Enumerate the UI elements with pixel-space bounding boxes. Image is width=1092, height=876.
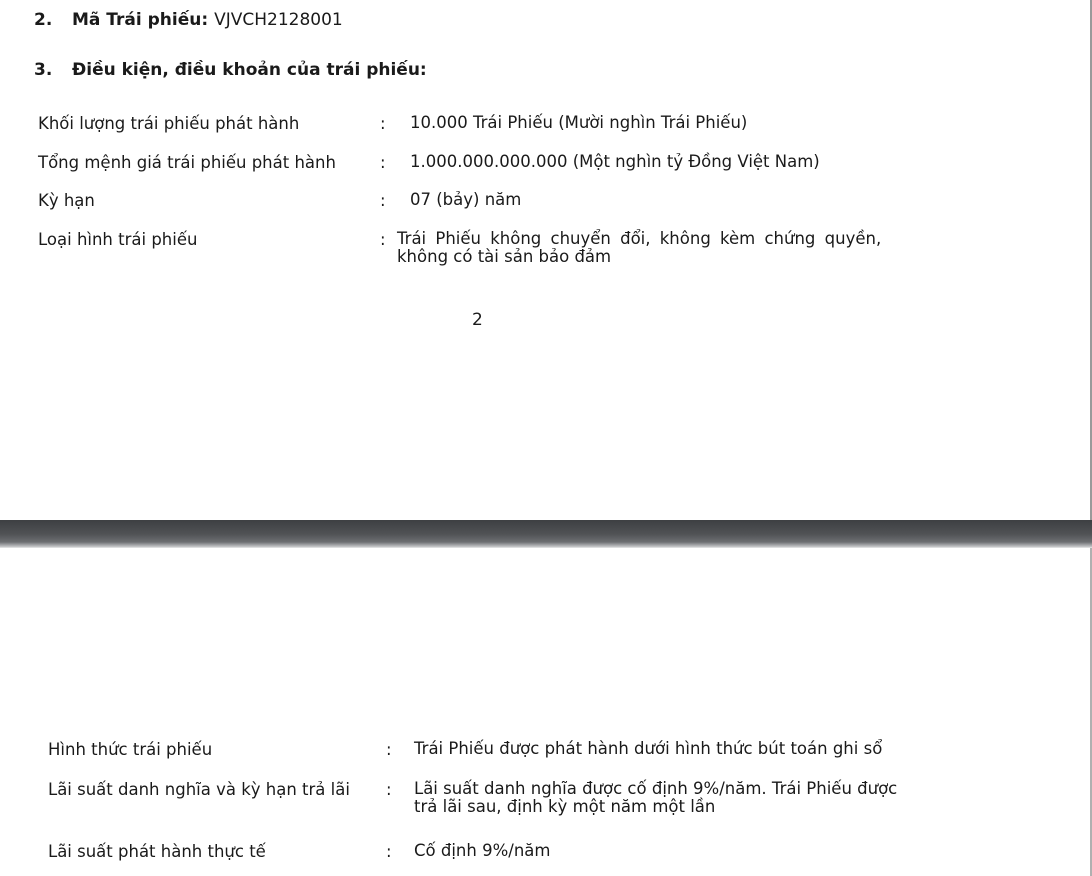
term-value-line: 1.000.000.000.000 (Một nghìn tỷ Đồng Việt Nam): [410, 152, 820, 171]
section-3-number: 3.: [34, 60, 53, 80]
term-label: Loại hình trái phiếu: [38, 230, 198, 249]
term-value-line: Trái Phiếu được phát hành dưới hình thức bút toán ghi sổ: [414, 739, 883, 758]
term-label: Tổng mệnh giá trái phiếu phát hành: [38, 153, 336, 172]
term-colon: :: [386, 780, 392, 799]
term-value-line: trả lãi sau, định kỳ một năm một lần: [414, 797, 716, 816]
term-colon: :: [386, 842, 392, 861]
section-2-number: 2.: [34, 10, 53, 30]
term-value-line: không có tài sản bảo đảm: [397, 247, 612, 266]
term-colon: :: [380, 191, 386, 210]
term-colon: :: [386, 740, 392, 759]
section-2-heading: [34, 10, 343, 30]
bond-code: VJVCH2128001: [214, 10, 343, 30]
page-number: 2: [472, 310, 483, 330]
term-value-line: Lãi suất danh nghĩa được cố định 9%/năm. Trái Phiếu được: [414, 779, 898, 798]
term-label: Khối lượng trái phiếu phát hành: [38, 114, 300, 133]
section-3-title: Điều kiện, điều khoản của trái phiếu:: [72, 60, 427, 80]
term-value: [414, 842, 550, 860]
term-colon: :: [380, 153, 386, 172]
term-colon: :: [380, 230, 386, 249]
term-value: [410, 114, 747, 132]
term-value: [414, 780, 897, 816]
term-value: [397, 230, 881, 266]
term-value-line: Trái Phiếu không chuyển đổi, không kèm chứng quyền,: [397, 229, 882, 248]
term-colon: :: [380, 114, 386, 133]
document-page-bottom: [0, 548, 1092, 876]
term-value-line: 07 (bảy) năm: [410, 190, 522, 209]
term-value-line: Cố định 9%/năm: [414, 841, 551, 860]
page-break-separator: [0, 520, 1092, 548]
section-3-heading: [34, 60, 427, 80]
term-label: Lãi suất danh nghĩa và kỳ hạn trả lãi: [48, 780, 350, 799]
term-label: Hình thức trái phiếu: [48, 740, 213, 759]
term-value-line: 10.000 Trái Phiếu (Mười nghìn Trái Phiếu): [410, 113, 748, 132]
term-value: [410, 191, 521, 209]
term-label: Kỳ hạn: [38, 191, 95, 210]
term-label: Lãi suất phát hành thực tế: [48, 842, 266, 861]
section-2-title: Mã Trái phiếu:: [72, 10, 209, 30]
term-value: [410, 153, 820, 171]
term-value: [414, 740, 882, 758]
